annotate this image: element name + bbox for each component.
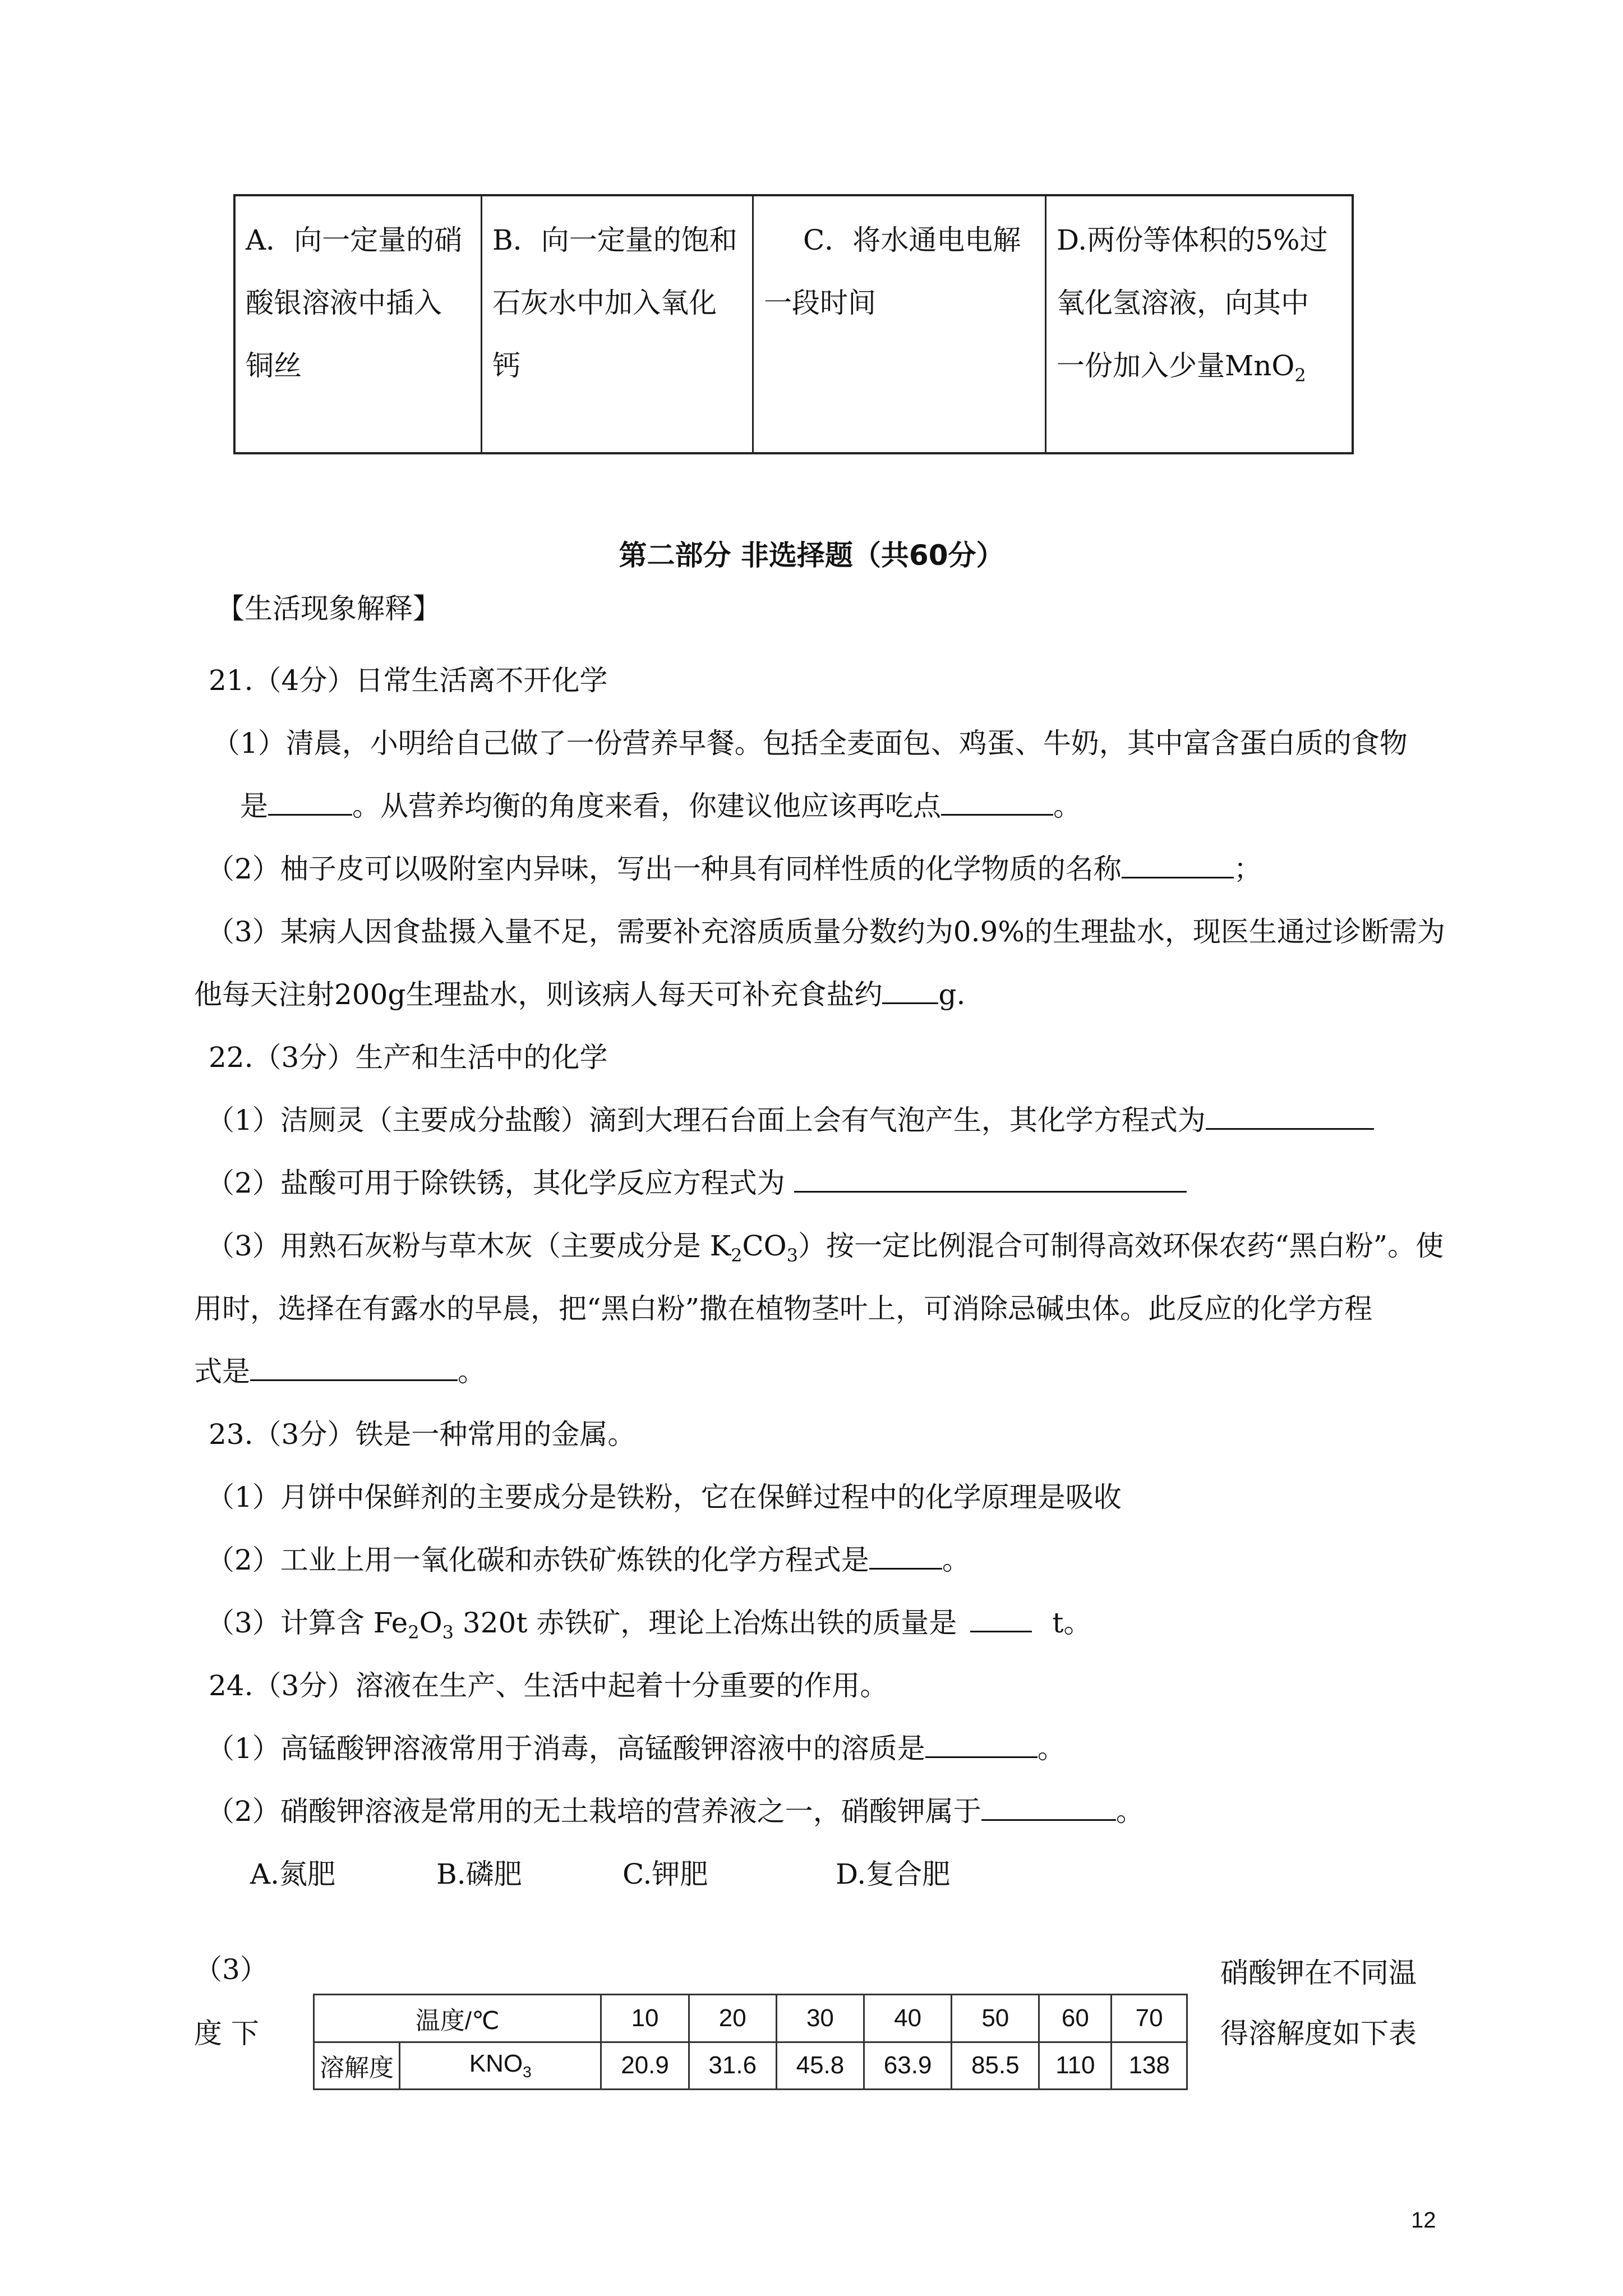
q21-part1-line1: （1）清晨，小明给自己做了一份营养早餐。包括全麦面包、鸡蛋、牛奶，其中富含蛋白质的食物 <box>212 727 1408 760</box>
q24-choice-d: D.复合肥 <box>836 1858 951 1890</box>
solubility-value: 31.6 <box>689 2042 776 2090</box>
q24-choice-c: C.钾肥 <box>623 1858 708 1890</box>
q22-part2: （2）盐酸可用于除铁锈，其化学反应方程式为 <box>206 1163 1187 1203</box>
option-d-cell: D.两份等体积的5%过 氧化氢溶液，向其中 一份加入少量MnO$_2$ <box>1057 224 1328 386</box>
option-c-cell: C．将水通电电解 一段时间 <box>754 196 1046 452</box>
category-label: 【生活现象解释】 <box>216 592 441 625</box>
temp-cell: 60 <box>1039 1995 1112 2042</box>
solubility-value: 85.5 <box>952 2042 1039 2090</box>
q22-part3-line3: 式是 。 <box>194 1352 486 1391</box>
table-row <box>314 2042 1187 2090</box>
section-title: 第二部分 非选择题（共60分） <box>619 539 1004 572</box>
temperature-header: 温度/℃ <box>314 1995 601 2042</box>
solubility-value: 138 <box>1112 2042 1187 2090</box>
q24-part2: （2）硝酸钾溶液是常用的无土栽培的营养液之一，硝酸钾属于 。 <box>206 1792 1144 1831</box>
temp-cell: 20 <box>689 1995 776 2042</box>
temp-cell: 50 <box>952 1995 1039 2042</box>
solubility-value: 63.9 <box>864 2042 952 2090</box>
q21-title: 21.（4分）日常生活离不开化学 <box>209 664 608 697</box>
q22-title: 22.（3分）生产和生活中的化学 <box>209 1041 608 1074</box>
option-a-cell: A．向一定量的硝 酸银溶液中插入 铜丝 <box>236 196 482 452</box>
substance-cell: $KNO_3$ <box>400 2042 601 2090</box>
page-number: 12 <box>1411 2208 1436 2233</box>
q24-part3-label: （3） <box>194 1953 268 1986</box>
table-row <box>314 1995 1187 2042</box>
temp-cell: 30 <box>776 1995 864 2042</box>
q22-part3-line2: 用时，选择在有露水的早晨，把“黑白粉”撒在植物茎叶上，可消除忌碱虫体。此反应的化学方程 <box>194 1292 1373 1325</box>
option-b-cell: B．向一定量的饱和 石灰水中加入氧化 钙 <box>482 196 754 452</box>
q21-part2: （2）柚子皮可以吸附室内异味，写出一种具有同样性质的化学物质的名称 ； <box>206 849 1262 889</box>
q24-title: 24.（3分）溶液在生产、生活中起着十分重要的作用。 <box>209 1669 888 1702</box>
solubility-value: 45.8 <box>776 2042 864 2090</box>
q21-part1-line2: 是 。从营养均衡的角度来看，你建议他应该再吃点 。 <box>240 786 1081 826</box>
q24-part3-text-right-top: 硝酸钾在不同温 <box>1220 1957 1417 1989</box>
solubility-value: 20.9 <box>601 2042 689 2090</box>
q24-part3-text-left: 度 下 <box>194 2017 259 2050</box>
q21-part3-line2: 他每天注射200g生理盐水，则该病人每天可补充食盐约 g. <box>194 975 965 1014</box>
q22-part3-line1: （3）用熟石灰粉与草木灰（主要成分是 $K_2CO_3$）按一定比例混合可制得高效环保农药“黑白粉”。使 <box>206 1230 1444 1266</box>
kno3-solubility-table <box>313 1994 1188 2090</box>
q23-part3: （3）计算含 $Fe_2O_3$ 320t 赤铁矿，理论上冶炼出铁的质量是 t。 <box>206 1603 1091 1652</box>
temp-cell: 40 <box>864 1995 952 2042</box>
answer-options-table <box>233 194 1354 454</box>
q24-choice-b: B.磷肥 <box>436 1858 522 1890</box>
q24-choice-a: A.氮肥 <box>250 1858 336 1890</box>
q22-part1: （1）洁厕灵（主要成分盐酸）滴到大理石台面上会有气泡产生，其化学方程式为 <box>206 1101 1374 1140</box>
temp-cell: 10 <box>601 1995 689 2042</box>
temp-cell: 70 <box>1112 1995 1187 2042</box>
q24-part3-text-right-bottom: 得溶解度如下表 <box>1220 2017 1417 2050</box>
q23-title: 23.（3分）铁是一种常用的金属。 <box>209 1418 636 1451</box>
solubility-label: 溶解度 <box>314 2042 400 2090</box>
solubility-value: 110 <box>1039 2042 1112 2090</box>
q21-part3-line1: （3）某病人因食盐摄入量不足，需要补充溶质质量分数约为0.9%的生理盐水，现医生通过诊断需为 <box>206 915 1445 948</box>
q24-part1: （1）高锰酸钾溶液常用于消毒，高锰酸钾溶液中的溶质是 。 <box>206 1729 1066 1768</box>
q23-part1: （1）月饼中保鲜剂的主要成分是铁粉，它在保鲜过程中的化学原理是吸收 <box>206 1481 1122 1513</box>
q23-part2: （2）工业上用一氧化碳和赤铁矿炼铁的化学方程式是 。 <box>206 1540 970 1580</box>
